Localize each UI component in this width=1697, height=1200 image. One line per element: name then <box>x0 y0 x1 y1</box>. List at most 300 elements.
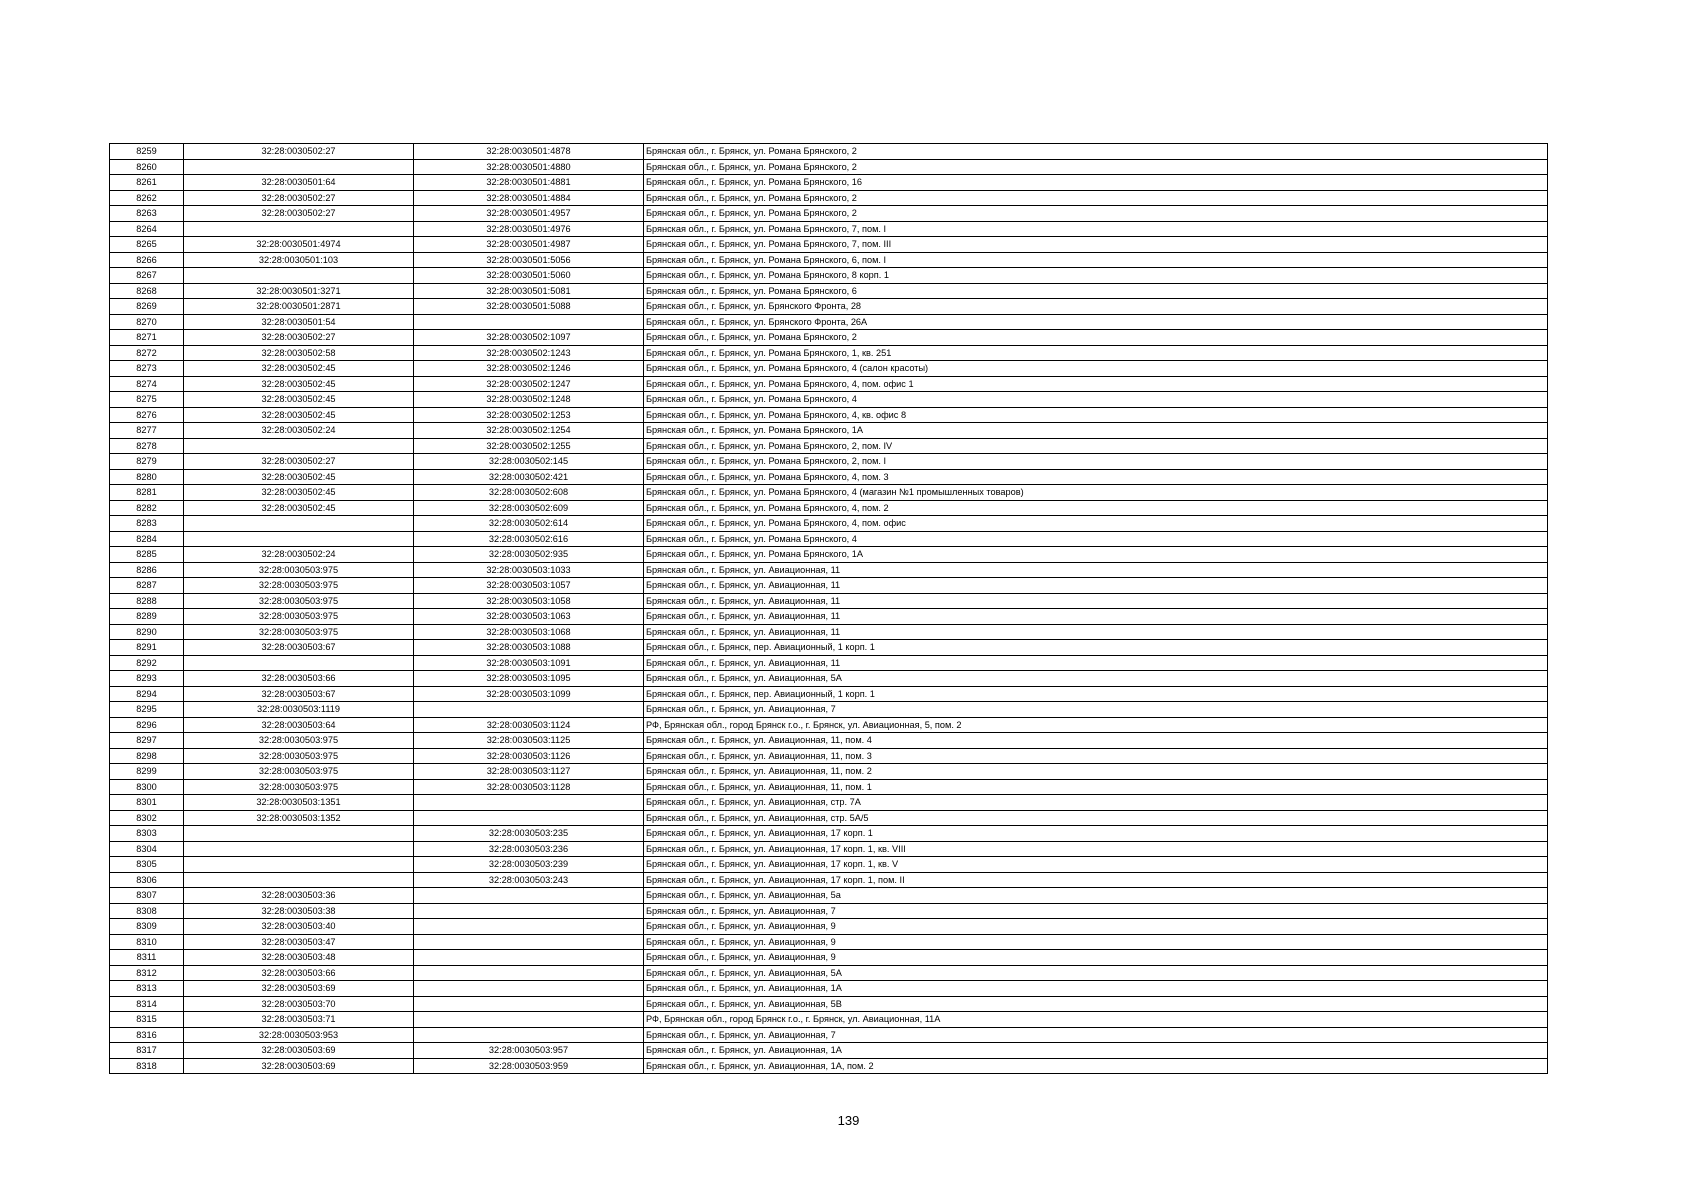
table-row <box>110 702 1548 718</box>
object-cadastral-number-cell: 32:28:0030502:1248 <box>414 392 644 408</box>
row-number-cell: 8306 <box>110 872 184 888</box>
address-cell: Брянская обл., г. Брянск, ул. Авиационная, 1А, пом. 2 <box>644 1058 1548 1074</box>
object-cadastral-number-cell: 32:28:0030501:4957 <box>414 206 644 222</box>
table-row <box>110 919 1548 935</box>
table-row <box>110 268 1548 284</box>
cadastral-number-cell <box>184 655 414 671</box>
table-row <box>110 237 1548 253</box>
row-number-cell: 8279 <box>110 454 184 470</box>
row-number-cell: 8273 <box>110 361 184 377</box>
object-cadastral-number-cell: 32:28:0030503:243 <box>414 872 644 888</box>
table-row <box>110 810 1548 826</box>
cadastral-number-cell: 32:28:0030503:67 <box>184 686 414 702</box>
cadastral-number-cell: 32:28:0030502:45 <box>184 469 414 485</box>
table-row <box>110 283 1548 299</box>
table-row <box>110 655 1548 671</box>
object-cadastral-number-cell: 32:28:0030502:1097 <box>414 330 644 346</box>
cadastral-number-cell: 32:28:0030501:64 <box>184 175 414 191</box>
address-cell: Брянская обл., г. Брянск, ул. Брянского Фронта, 26А <box>644 314 1548 330</box>
table-row <box>110 547 1548 563</box>
cadastral-number-cell: 32:28:0030503:975 <box>184 562 414 578</box>
object-cadastral-number-cell <box>414 919 644 935</box>
table-row <box>110 330 1548 346</box>
cadastral-number-cell <box>184 872 414 888</box>
row-number-cell: 8301 <box>110 795 184 811</box>
address-cell: Брянская обл., г. Брянск, ул. Романа Брянского, 4, кв. офис 8 <box>644 407 1548 423</box>
object-cadastral-number-cell: 32:28:0030502:1243 <box>414 345 644 361</box>
cadastral-number-cell: 32:28:0030502:45 <box>184 500 414 516</box>
table-row <box>110 516 1548 532</box>
row-number-cell: 8287 <box>110 578 184 594</box>
row-number-cell: 8266 <box>110 252 184 268</box>
row-number-cell: 8302 <box>110 810 184 826</box>
object-cadastral-number-cell: 32:28:0030501:5060 <box>414 268 644 284</box>
row-number-cell: 8262 <box>110 190 184 206</box>
row-number-cell: 8261 <box>110 175 184 191</box>
row-number-cell: 8263 <box>110 206 184 222</box>
cadastral-number-cell: 32:28:0030503:40 <box>184 919 414 935</box>
cadastral-number-cell <box>184 857 414 873</box>
cadastral-number-cell: 32:28:0030503:48 <box>184 950 414 966</box>
row-number-cell: 8291 <box>110 640 184 656</box>
address-cell: Брянская обл., г. Брянск, ул. Авиационная, 5А <box>644 671 1548 687</box>
row-number-cell: 8268 <box>110 283 184 299</box>
row-number-cell: 8289 <box>110 609 184 625</box>
object-cadastral-number-cell: 32:28:0030502:1255 <box>414 438 644 454</box>
cadastral-number-cell: 32:28:0030503:36 <box>184 888 414 904</box>
address-cell: РФ, Брянская обл., город Брянск г.о., г. Брянск, ул. Авиационная, 11А <box>644 1012 1548 1028</box>
row-number-cell: 8305 <box>110 857 184 873</box>
cadastral-number-cell: 32:28:0030503:975 <box>184 748 414 764</box>
cadastral-number-cell: 32:28:0030503:47 <box>184 934 414 950</box>
object-cadastral-number-cell <box>414 702 644 718</box>
table-row <box>110 500 1548 516</box>
table-row <box>110 206 1548 222</box>
address-cell: Брянская обл., г. Брянск, ул. Авиационная, 17 корп. 1 <box>644 826 1548 842</box>
cadastral-number-cell: 32:28:0030502:45 <box>184 361 414 377</box>
address-cell: Брянская обл., г. Брянск, ул. Романа Брянского, 6 <box>644 283 1548 299</box>
object-cadastral-number-cell: 32:28:0030501:5088 <box>414 299 644 315</box>
address-cell: Брянская обл., г. Брянск, ул. Романа Брянского, 2, пом. IV <box>644 438 1548 454</box>
object-cadastral-number-cell: 32:28:0030502:609 <box>414 500 644 516</box>
cadastral-number-cell <box>184 826 414 842</box>
object-cadastral-number-cell: 32:28:0030503:1057 <box>414 578 644 594</box>
row-number-cell: 8296 <box>110 717 184 733</box>
address-cell: РФ, Брянская обл., город Брянск г.о., г. Брянск, ул. Авиационная, 5, пом. 2 <box>644 717 1548 733</box>
row-number-cell: 8280 <box>110 469 184 485</box>
object-cadastral-number-cell: 32:28:0030503:1088 <box>414 640 644 656</box>
address-cell: Брянская обл., г. Брянск, ул. Брянского Фронта, 28 <box>644 299 1548 315</box>
object-cadastral-number-cell: 32:28:0030503:235 <box>414 826 644 842</box>
address-cell: Брянская обл., г. Брянск, ул. Авиационная, 1А <box>644 1043 1548 1059</box>
table-row <box>110 965 1548 981</box>
address-cell: Брянская обл., г. Брянск, ул. Авиационная, 5В <box>644 996 1548 1012</box>
row-number-cell: 8278 <box>110 438 184 454</box>
row-number-cell: 8311 <box>110 950 184 966</box>
cadastral-number-cell <box>184 221 414 237</box>
table-row <box>110 609 1548 625</box>
cadastral-number-cell <box>184 438 414 454</box>
cadastral-number-cell: 32:28:0030503:1352 <box>184 810 414 826</box>
address-cell: Брянская обл., г. Брянск, ул. Романа Брянского, 7, пом. III <box>644 237 1548 253</box>
table-body <box>110 144 1548 1074</box>
address-cell: Брянская обл., г. Брянск, ул. Романа Брянского, 2 <box>644 206 1548 222</box>
object-cadastral-number-cell: 32:28:0030503:1125 <box>414 733 644 749</box>
address-cell: Брянская обл., г. Брянск, ул. Романа Брянского, 1А <box>644 423 1548 439</box>
address-cell: Брянская обл., г. Брянск, ул. Романа Брянского, 6, пом. I <box>644 252 1548 268</box>
cadastral-number-cell: 32:28:0030502:27 <box>184 330 414 346</box>
address-cell: Брянская обл., г. Брянск, ул. Авиационная, 7 <box>644 903 1548 919</box>
address-cell: Брянская обл., г. Брянск, пер. Авиационный, 1 корп. 1 <box>644 640 1548 656</box>
table-row <box>110 159 1548 175</box>
table-row <box>110 686 1548 702</box>
cadastral-number-cell: 32:28:0030501:103 <box>184 252 414 268</box>
table-row <box>110 531 1548 547</box>
table-row <box>110 764 1548 780</box>
object-cadastral-number-cell: 32:28:0030503:1058 <box>414 593 644 609</box>
address-cell: Брянская обл., г. Брянск, ул. Романа Брянского, 2 <box>644 190 1548 206</box>
object-cadastral-number-cell: 32:28:0030502:1247 <box>414 376 644 392</box>
row-number-cell: 8274 <box>110 376 184 392</box>
cadastral-number-cell: 32:28:0030503:975 <box>184 624 414 640</box>
address-cell: Брянская обл., г. Брянск, ул. Авиационная, 11 <box>644 609 1548 625</box>
object-cadastral-number-cell <box>414 996 644 1012</box>
address-cell: Брянская обл., г. Брянск, ул. Авиационная, 5а <box>644 888 1548 904</box>
table-row <box>110 1058 1548 1074</box>
table-row <box>110 407 1548 423</box>
table-row <box>110 376 1548 392</box>
address-cell: Брянская обл., г. Брянск, ул. Романа Брянского, 4 <box>644 531 1548 547</box>
object-cadastral-number-cell: 32:28:0030502:145 <box>414 454 644 470</box>
row-number-cell: 8307 <box>110 888 184 904</box>
table-row <box>110 562 1548 578</box>
table-row <box>110 299 1548 315</box>
address-cell: Брянская обл., г. Брянск, ул. Авиационная, 11 <box>644 578 1548 594</box>
table-row <box>110 144 1548 160</box>
object-cadastral-number-cell: 32:28:0030503:239 <box>414 857 644 873</box>
object-cadastral-number-cell: 32:28:0030503:1033 <box>414 562 644 578</box>
row-number-cell: 8285 <box>110 547 184 563</box>
cadastral-number-cell: 32:28:0030503:69 <box>184 981 414 997</box>
row-number-cell: 8317 <box>110 1043 184 1059</box>
address-cell: Брянская обл., г. Брянск, ул. Романа Брянского, 1А <box>644 547 1548 563</box>
row-number-cell: 8286 <box>110 562 184 578</box>
table-row <box>110 795 1548 811</box>
object-cadastral-number-cell: 32:28:0030501:4878 <box>414 144 644 160</box>
row-number-cell: 8272 <box>110 345 184 361</box>
address-cell: Брянская обл., г. Брянск, ул. Авиационная, 11, пом. 2 <box>644 764 1548 780</box>
table-row <box>110 593 1548 609</box>
address-cell: Брянская обл., г. Брянск, ул. Романа Брянского, 2 <box>644 330 1548 346</box>
row-number-cell: 8298 <box>110 748 184 764</box>
object-cadastral-number-cell: 32:28:0030501:4976 <box>414 221 644 237</box>
object-cadastral-number-cell <box>414 795 644 811</box>
row-number-cell: 8295 <box>110 702 184 718</box>
cadastral-number-cell: 32:28:0030503:975 <box>184 733 414 749</box>
object-cadastral-number-cell <box>414 950 644 966</box>
address-cell: Брянская обл., г. Брянск, ул. Авиационная, 7 <box>644 1027 1548 1043</box>
object-cadastral-number-cell <box>414 314 644 330</box>
address-cell: Брянская обл., г. Брянск, пер. Авиационный, 1 корп. 1 <box>644 686 1548 702</box>
address-cell: Брянская обл., г. Брянск, ул. Авиационная, 5А <box>644 965 1548 981</box>
cadastral-number-cell: 32:28:0030502:24 <box>184 423 414 439</box>
cadastral-number-cell <box>184 841 414 857</box>
address-cell: Брянская обл., г. Брянск, ул. Авиационная, 9 <box>644 934 1548 950</box>
row-number-cell: 8313 <box>110 981 184 997</box>
table-row <box>110 469 1548 485</box>
object-cadastral-number-cell: 32:28:0030501:5056 <box>414 252 644 268</box>
address-cell: Брянская обл., г. Брянск, ул. Авиационная, стр. 7А <box>644 795 1548 811</box>
table-row <box>110 221 1548 237</box>
table-row <box>110 950 1548 966</box>
object-cadastral-number-cell: 32:28:0030503:1068 <box>414 624 644 640</box>
address-cell: Брянская обл., г. Брянск, ул. Романа Брянского, 8 корп. 1 <box>644 268 1548 284</box>
row-number-cell: 8314 <box>110 996 184 1012</box>
cadastral-number-cell: 32:28:0030503:69 <box>184 1058 414 1074</box>
object-cadastral-number-cell: 32:28:0030501:4884 <box>414 190 644 206</box>
table-row <box>110 438 1548 454</box>
address-cell: Брянская обл., г. Брянск, ул. Авиационная, стр. 5А/5 <box>644 810 1548 826</box>
table-row <box>110 826 1548 842</box>
object-cadastral-number-cell: 32:28:0030501:4880 <box>414 159 644 175</box>
table-row <box>110 423 1548 439</box>
row-number-cell: 8308 <box>110 903 184 919</box>
cadastral-number-cell: 32:28:0030502:45 <box>184 376 414 392</box>
row-number-cell: 8277 <box>110 423 184 439</box>
row-number-cell: 8310 <box>110 934 184 950</box>
address-cell: Брянская обл., г. Брянск, ул. Авиационная, 17 корп. 1, пом. II <box>644 872 1548 888</box>
object-cadastral-number-cell: 32:28:0030502:614 <box>414 516 644 532</box>
row-number-cell: 8303 <box>110 826 184 842</box>
table-row <box>110 640 1548 656</box>
cadastral-number-cell: 32:28:0030503:1119 <box>184 702 414 718</box>
cadastral-number-cell: 32:28:0030502:27 <box>184 144 414 160</box>
row-number-cell: 8284 <box>110 531 184 547</box>
row-number-cell: 8312 <box>110 965 184 981</box>
cadastral-number-cell: 32:28:0030503:975 <box>184 578 414 594</box>
table-row <box>110 872 1548 888</box>
cadastral-number-cell <box>184 159 414 175</box>
address-cell: Брянская обл., г. Брянск, ул. Авиационная, 11 <box>644 562 1548 578</box>
address-cell: Брянская обл., г. Брянск, ул. Авиационная, 11, пом. 3 <box>644 748 1548 764</box>
cadastral-number-cell: 32:28:0030502:24 <box>184 547 414 563</box>
address-cell: Брянская обл., г. Брянск, ул. Авиационная, 11 <box>644 655 1548 671</box>
address-cell: Брянская обл., г. Брянск, ул. Романа Брянского, 2 <box>644 159 1548 175</box>
cadastral-number-cell: 32:28:0030503:66 <box>184 671 414 687</box>
row-number-cell: 8304 <box>110 841 184 857</box>
cadastral-number-cell: 32:28:0030503:953 <box>184 1027 414 1043</box>
object-cadastral-number-cell <box>414 810 644 826</box>
object-cadastral-number-cell: 32:28:0030502:608 <box>414 485 644 501</box>
cadastral-number-cell: 32:28:0030503:38 <box>184 903 414 919</box>
row-number-cell: 8271 <box>110 330 184 346</box>
address-cell: Брянская обл., г. Брянск, ул. Романа Брянского, 2 <box>644 144 1548 160</box>
cadastral-number-cell: 32:28:0030503:64 <box>184 717 414 733</box>
object-cadastral-number-cell: 32:28:0030503:236 <box>414 841 644 857</box>
cadastral-number-cell: 32:28:0030502:45 <box>184 485 414 501</box>
cadastral-number-cell: 32:28:0030502:27 <box>184 206 414 222</box>
table-row <box>110 252 1548 268</box>
address-cell: Брянская обл., г. Брянск, ул. Романа Брянского, 1, кв. 251 <box>644 345 1548 361</box>
address-cell: Брянская обл., г. Брянск, ул. Романа Брянского, 4, пом. 2 <box>644 500 1548 516</box>
row-number-cell: 8264 <box>110 221 184 237</box>
address-cell: Брянская обл., г. Брянск, ул. Авиационная, 11 <box>644 593 1548 609</box>
table-row <box>110 624 1548 640</box>
cadastral-number-cell: 32:28:0030503:975 <box>184 764 414 780</box>
table-row <box>110 314 1548 330</box>
row-number-cell: 8276 <box>110 407 184 423</box>
row-number-cell: 8316 <box>110 1027 184 1043</box>
table-row <box>110 345 1548 361</box>
object-cadastral-number-cell: 32:28:0030503:959 <box>414 1058 644 1074</box>
object-cadastral-number-cell <box>414 888 644 904</box>
cadastral-number-cell: 32:28:0030503:66 <box>184 965 414 981</box>
cadastral-number-cell: 32:28:0030502:45 <box>184 392 414 408</box>
cadastral-number-cell <box>184 531 414 547</box>
address-cell: Брянская обл., г. Брянск, ул. Авиационная, 9 <box>644 919 1548 935</box>
object-cadastral-number-cell: 32:28:0030503:1099 <box>414 686 644 702</box>
object-cadastral-number-cell: 32:28:0030501:4987 <box>414 237 644 253</box>
object-cadastral-number-cell: 32:28:0030502:616 <box>414 531 644 547</box>
row-number-cell: 8282 <box>110 500 184 516</box>
object-cadastral-number-cell: 32:28:0030502:1246 <box>414 361 644 377</box>
cadastral-number-cell: 32:28:0030501:3271 <box>184 283 414 299</box>
address-cell: Брянская обл., г. Брянск, ул. Авиационная, 11 <box>644 624 1548 640</box>
cadastral-number-cell: 32:28:0030503:67 <box>184 640 414 656</box>
object-cadastral-number-cell: 32:28:0030503:1126 <box>414 748 644 764</box>
object-cadastral-number-cell: 32:28:0030503:1063 <box>414 609 644 625</box>
row-number-cell: 8288 <box>110 593 184 609</box>
property-table <box>109 143 1548 1074</box>
object-cadastral-number-cell: 32:28:0030502:1254 <box>414 423 644 439</box>
row-number-cell: 8318 <box>110 1058 184 1074</box>
object-cadastral-number-cell: 32:28:0030501:4881 <box>414 175 644 191</box>
cadastral-number-cell: 32:28:0030501:2871 <box>184 299 414 315</box>
row-number-cell: 8309 <box>110 919 184 935</box>
cadastral-number-cell: 32:28:0030503:70 <box>184 996 414 1012</box>
object-cadastral-number-cell: 32:28:0030503:1091 <box>414 655 644 671</box>
cadastral-number-cell: 32:28:0030501:54 <box>184 314 414 330</box>
table-row <box>110 190 1548 206</box>
object-cadastral-number-cell <box>414 965 644 981</box>
object-cadastral-number-cell: 32:28:0030501:5081 <box>414 283 644 299</box>
table-row <box>110 578 1548 594</box>
row-number-cell: 8275 <box>110 392 184 408</box>
address-cell: Брянская обл., г. Брянск, ул. Романа Брянского, 16 <box>644 175 1548 191</box>
address-cell: Брянская обл., г. Брянск, ул. Авиационная, 17 корп. 1, кв. VIII <box>644 841 1548 857</box>
address-cell: Брянская обл., г. Брянск, ул. Авиационная, 17 корп. 1, кв. V <box>644 857 1548 873</box>
cadastral-number-cell: 32:28:0030502:58 <box>184 345 414 361</box>
address-cell: Брянская обл., г. Брянск, ул. Авиационная, 1А <box>644 981 1548 997</box>
cadastral-number-cell: 32:28:0030502:45 <box>184 407 414 423</box>
address-cell: Брянская обл., г. Брянск, ул. Романа Брянского, 2, пом. I <box>644 454 1548 470</box>
row-number-cell: 8290 <box>110 624 184 640</box>
object-cadastral-number-cell: 32:28:0030502:1253 <box>414 407 644 423</box>
row-number-cell: 8281 <box>110 485 184 501</box>
table-row <box>110 1043 1548 1059</box>
object-cadastral-number-cell: 32:28:0030503:957 <box>414 1043 644 1059</box>
row-number-cell: 8292 <box>110 655 184 671</box>
address-cell: Брянская обл., г. Брянск, ул. Романа Брянского, 4, пом. 3 <box>644 469 1548 485</box>
object-cadastral-number-cell: 32:28:0030502:421 <box>414 469 644 485</box>
table-row <box>110 934 1548 950</box>
row-number-cell: 8259 <box>110 144 184 160</box>
cadastral-number-cell <box>184 516 414 532</box>
address-cell: Брянская обл., г. Брянск, ул. Романа Брянского, 4 (салон красоты) <box>644 361 1548 377</box>
address-cell: Брянская обл., г. Брянск, ул. Романа Брянского, 4, пом. офис 1 <box>644 376 1548 392</box>
row-number-cell: 8265 <box>110 237 184 253</box>
object-cadastral-number-cell: 32:28:0030503:1128 <box>414 779 644 795</box>
table-row <box>110 981 1548 997</box>
object-cadastral-number-cell <box>414 903 644 919</box>
address-cell: Брянская обл., г. Брянск, ул. Авиационная, 11, пом. 1 <box>644 779 1548 795</box>
cadastral-number-cell: 32:28:0030503:975 <box>184 609 414 625</box>
table-row <box>110 454 1548 470</box>
table-row <box>110 717 1548 733</box>
cadastral-number-cell: 32:28:0030503:1351 <box>184 795 414 811</box>
table-row <box>110 779 1548 795</box>
cadastral-number-cell: 32:28:0030502:27 <box>184 454 414 470</box>
table-row <box>110 1012 1548 1028</box>
object-cadastral-number-cell <box>414 981 644 997</box>
object-cadastral-number-cell: 32:28:0030503:1124 <box>414 717 644 733</box>
address-cell: Брянская обл., г. Брянск, ул. Романа Брянского, 7, пом. I <box>644 221 1548 237</box>
table-row <box>110 485 1548 501</box>
row-number-cell: 8260 <box>110 159 184 175</box>
cadastral-number-cell: 32:28:0030503:71 <box>184 1012 414 1028</box>
object-cadastral-number-cell: 32:28:0030503:1095 <box>414 671 644 687</box>
address-cell: Брянская обл., г. Брянск, ул. Авиационная, 7 <box>644 702 1548 718</box>
table-row <box>110 361 1548 377</box>
row-number-cell: 8299 <box>110 764 184 780</box>
cadastral-number-cell: 32:28:0030502:27 <box>184 190 414 206</box>
table-row <box>110 671 1548 687</box>
row-number-cell: 8300 <box>110 779 184 795</box>
table-row <box>110 888 1548 904</box>
address-cell: Брянская обл., г. Брянск, ул. Романа Брянского, 4 <box>644 392 1548 408</box>
object-cadastral-number-cell: 32:28:0030502:935 <box>414 547 644 563</box>
cadastral-number-cell: 32:28:0030503:975 <box>184 779 414 795</box>
row-number-cell: 8297 <box>110 733 184 749</box>
table-row <box>110 1027 1548 1043</box>
row-number-cell: 8269 <box>110 299 184 315</box>
address-cell: Брянская обл., г. Брянск, ул. Авиационная, 9 <box>644 950 1548 966</box>
object-cadastral-number-cell <box>414 1012 644 1028</box>
table-row <box>110 392 1548 408</box>
table-row <box>110 996 1548 1012</box>
cadastral-number-cell: 32:28:0030503:975 <box>184 593 414 609</box>
page-number: 139 <box>837 1113 860 1128</box>
table-row <box>110 748 1548 764</box>
row-number-cell: 8315 <box>110 1012 184 1028</box>
cadastral-number-cell: 32:28:0030501:4974 <box>184 237 414 253</box>
object-cadastral-number-cell: 32:28:0030503:1127 <box>414 764 644 780</box>
table-row <box>110 841 1548 857</box>
row-number-cell: 8294 <box>110 686 184 702</box>
row-number-cell: 8270 <box>110 314 184 330</box>
table-row <box>110 857 1548 873</box>
row-number-cell: 8293 <box>110 671 184 687</box>
table-row <box>110 733 1548 749</box>
row-number-cell: 8267 <box>110 268 184 284</box>
cadastral-number-cell <box>184 268 414 284</box>
object-cadastral-number-cell <box>414 1027 644 1043</box>
address-cell: Брянская обл., г. Брянск, ул. Романа Брянского, 4 (магазин №1 промышленных товаров) <box>644 485 1548 501</box>
address-cell: Брянская обл., г. Брянск, ул. Авиационная, 11, пом. 4 <box>644 733 1548 749</box>
cadastral-number-cell: 32:28:0030503:69 <box>184 1043 414 1059</box>
table-row <box>110 903 1548 919</box>
address-cell: Брянская обл., г. Брянск, ул. Романа Брянского, 4, пом. офис <box>644 516 1548 532</box>
